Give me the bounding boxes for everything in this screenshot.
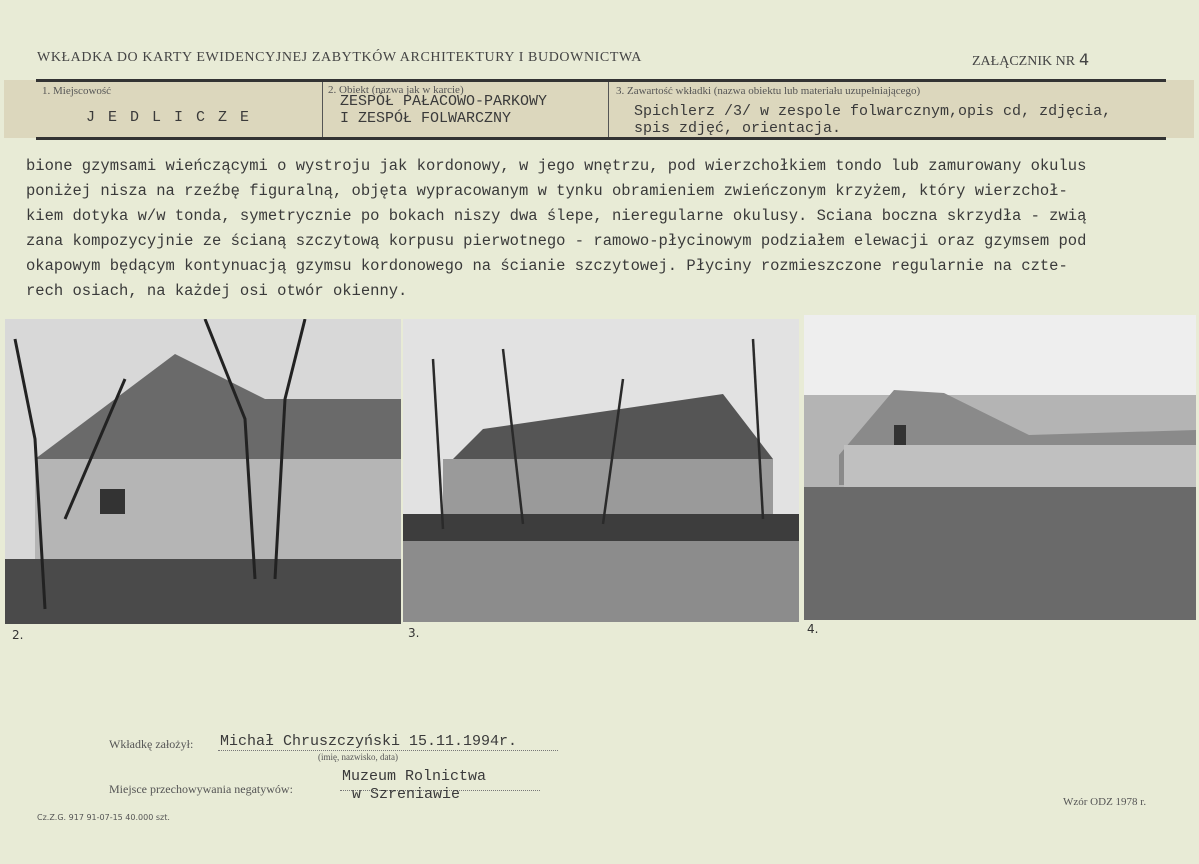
description-text <box>26 154 1191 304</box>
photo-caption: 4. <box>807 622 819 636</box>
object-line-1: ZESPÓŁ PAŁACOWO-PARKOWY <box>340 93 548 110</box>
object-label: 2. Obiekt (nazwa jak w karcie) <box>328 84 464 96</box>
divider <box>322 82 323 137</box>
form-model: Wzór ODZ 1978 r. <box>1063 796 1147 808</box>
storage-line-1: Muzeum Rolnictwa <box>342 768 487 785</box>
locality-label: 1. Miejscowość <box>42 85 112 97</box>
print-info: Cz.Z.G. 917 91-07-15 40.000 szt. <box>37 813 170 822</box>
description-line: bione gzymsami wieńczącymi o wystroju jak kordonowy, w jego wnętrzu, pod wierzchołkiem tondo lub zamurowany okulus <box>26 157 1087 175</box>
object-line-2: I ZESPÓŁ FOLWARCZNY <box>340 110 512 127</box>
divider <box>608 82 609 137</box>
photo-granary-side <box>403 319 799 622</box>
photo-farm-buildings <box>804 315 1196 620</box>
photo-caption: 3. <box>408 626 420 640</box>
author-hint: (imię, nazwisko, data) <box>318 752 398 762</box>
photo-caption: 2. <box>12 628 24 642</box>
photo-granary-gable <box>5 319 401 624</box>
annex-number: 4 <box>1079 50 1090 69</box>
annex-label <box>972 50 1089 70</box>
bottom-rule <box>36 137 1166 140</box>
description-line: poniżej nisza na rzeźbę figuralną, objęta wypracowanym w tynku obramieniem zwieńczonym krzyżem, który wierzchoł- <box>26 182 1068 200</box>
description-line: rech osiach, na każdej osi otwór okienny. <box>26 282 408 300</box>
document-title: WKŁADKA DO KARTY EWIDENCYJNEJ ZABYTKÓW ARCHITEKTURY I BUDOWNICTWA <box>37 50 642 65</box>
description-line: okapowym będącym kontynuacją gzymsu kordonowego na ścianie szczytowej. Płyciny rozmieszczone regularnie na czte- <box>26 257 1068 275</box>
locality-value: J E D L I C Z E <box>86 109 252 126</box>
storage-label: Miejsce przechowywania negatywów: <box>109 782 293 796</box>
top-rule <box>36 79 1166 82</box>
storage-line-2: w Szreniawie <box>352 786 461 803</box>
description-line: kiem dotyka w/w tonda, symetrycznie po bokach niszy dwa ślepe, nieregularne okulusy. Sciana boczna skrzydła - zwią <box>26 207 1087 225</box>
contents-line-2: spis zdjęć, orientacja. <box>634 120 842 137</box>
annex-label-text: ZAŁĄCZNIK NR <box>972 54 1076 69</box>
author-line <box>218 750 558 751</box>
description-line: zana kompozycyjnie ze ścianą szczytową korpusu pierwotnego - ramowo-płycinowym podziałem elewacji oraz gzymsem pod <box>26 232 1087 250</box>
contents-label: 3. Zawartość wkładki (nazwa obiektu lub materiału uzupełniającego) <box>616 85 921 97</box>
author-value: Michał Chruszczyński 15.11.1994r. <box>220 733 518 750</box>
contents-line-1: Spichlerz /3/ w zespole folwarcznym,opis cd, zdjęcia, <box>634 103 1112 120</box>
author-label: Wkładkę założył: <box>109 737 194 751</box>
